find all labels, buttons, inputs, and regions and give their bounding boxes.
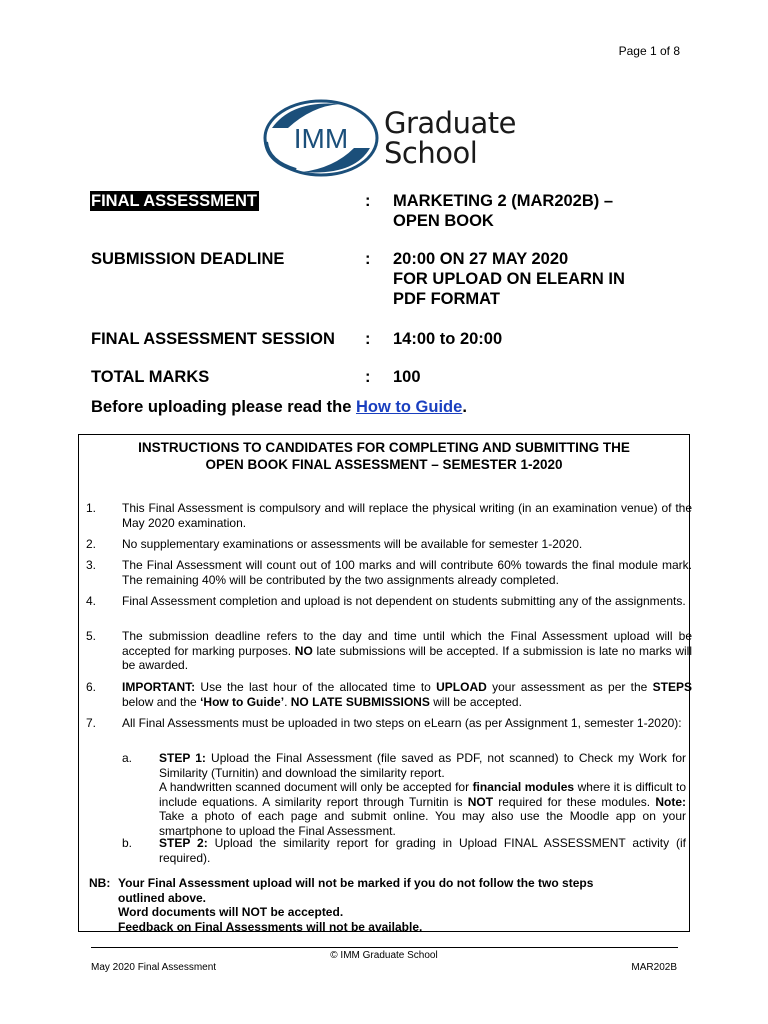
sub-text-part: Upload the Final Assessment (file saved as PDF, not scanned) to Check my Work for Similarity (Turnitin) and download the similarity report.	[159, 751, 686, 780]
nb-line: Your Final Assessment upload will not be marked if you do not follow the two steps	[118, 876, 594, 890]
field-label: SUBMISSION DEADLINE	[91, 250, 285, 268]
logo-line-school: School	[384, 136, 478, 170]
sub-text-bold: Note:	[655, 794, 687, 809]
item-number: 1.	[86, 501, 97, 515]
item-text-bold: STEPS	[652, 680, 692, 694]
field-label: FINAL ASSESSMENT	[91, 192, 257, 210]
nb-label: NB:	[89, 876, 111, 890]
item-text-part: .	[284, 694, 291, 709]
sub-text-part: Take a photo of each page and submit online. You may also use the Moodle app on your smartphone to upload the Final Assessment.	[159, 809, 686, 838]
step-label: STEP 1:	[159, 751, 206, 765]
field-value: MARKETING 2 (MAR202B) – OPEN BOOK	[393, 192, 614, 230]
sub-text-part: Upload the similarity report for grading in Upload FINAL ASSESSMENT activity (if required).	[159, 836, 686, 865]
item-text-part: Use the last hour of the allocated time to	[195, 680, 437, 694]
footer-copyright: © IMM Graduate School	[330, 950, 438, 961]
item-text-bold: IMPORTANT:	[122, 680, 196, 694]
sub-text-part: required for these modules.	[493, 794, 656, 809]
instructions-title-line1: INSTRUCTIONS TO CANDIDATES FOR COMPLETING AND SUBMITTING THE	[138, 440, 630, 455]
item-text-part: your assessment as per the	[486, 680, 653, 694]
field-value: 14:00 to 20:00	[393, 330, 503, 348]
item-text-part: late submissions will be accepted. If a submission is late no marks will be awarded.	[122, 643, 692, 672]
nb-line: outlined above.	[118, 890, 207, 905]
imm-logo	[262, 98, 522, 178]
item-text: No supplementary examinations or assessments will be available for semester 1-2020.	[122, 537, 583, 551]
instructions-box	[78, 434, 690, 932]
field-value: 20:00 ON 27 MAY 2020 FOR UPLOAD ON ELEARN IN PDF FORMAT	[393, 250, 625, 308]
item-number: 4.	[86, 594, 97, 608]
field-label: FINAL ASSESSMENT SESSION	[91, 330, 335, 348]
item-number: 3.	[86, 558, 97, 572]
footer-left: May 2020 Final Assessment	[91, 962, 217, 973]
item-text: All Final Assessments must be uploaded in two steps on eLearn (as per Assignment 1, semester 1-2020):	[122, 716, 682, 730]
nb-line: Feedback on Final Assessments will not be available.	[118, 919, 423, 934]
sub-letter: b.	[122, 836, 133, 850]
sub-text	[159, 751, 686, 838]
field-colon: :	[365, 368, 371, 386]
item-number: 6.	[86, 680, 97, 694]
sub-text-bold: financial modules	[472, 780, 575, 794]
nb-lines	[118, 876, 678, 934]
item-number: 2.	[86, 537, 97, 551]
sub-text-part: A handwritten scanned document will only be accepted for	[159, 780, 473, 794]
field-colon: :	[365, 192, 371, 210]
nb-line: Word documents will NOT be accepted.	[118, 905, 344, 919]
field-label: TOTAL MARKS	[91, 368, 210, 386]
item-number: 5.	[86, 629, 97, 643]
sub-text	[159, 836, 686, 865]
item-text	[122, 629, 692, 673]
read-guide-suffix: .	[462, 398, 467, 416]
step-label: STEP 2:	[159, 836, 208, 850]
sub-letter: a.	[122, 751, 133, 765]
logo-wordmark	[384, 108, 516, 168]
how-to-guide-link[interactable]: How to Guide	[355, 398, 463, 416]
footer-divider	[91, 947, 678, 948]
read-guide-prefix: Before uploading please read the	[91, 398, 356, 416]
item-number: 7.	[86, 716, 97, 730]
item-text-bold: NO	[294, 643, 313, 658]
page-number: Page 1 of 8	[618, 44, 680, 58]
read-guide-line	[91, 398, 467, 417]
item-text: Final Assessment completion and upload is not dependent on students submitting any of the assignments.	[122, 594, 686, 608]
item-text-part: will be accepted.	[429, 694, 522, 709]
sub-text-bold: NOT	[467, 794, 494, 809]
item-text: This Final Assessment is compulsory and will replace the physical writing (in an examination venue) of the May 2020 examination.	[122, 501, 692, 530]
item-text-part: The submission deadline refers to the day and time until which the Final Assessment upload will be accepted for marking purposes.	[122, 629, 692, 658]
item-text-part: below and the	[122, 694, 201, 709]
field-colon: :	[365, 250, 371, 268]
item-text	[122, 680, 692, 709]
sub-text-part: where it is difficult to include equations. A similarity report through Turnitin is	[159, 780, 686, 809]
item-text-bold: NO LATE SUBMISSIONS	[290, 694, 430, 709]
field-value: 100	[393, 368, 421, 386]
item-text: The Final Assessment will count out of 100 marks and will contribute 60% towards the final module mark. The remaining 40% will be contributed by the two assignments already completed.	[122, 558, 692, 587]
instructions-title	[79, 439, 689, 473]
imm-logo-emblem	[262, 98, 382, 178]
item-text-bold: UPLOAD	[436, 680, 487, 694]
item-text-bold: ‘How to Guide’	[200, 694, 285, 709]
logo-mark-text: IMM	[293, 123, 349, 154]
logo-line-graduate: Graduate	[384, 106, 516, 140]
footer-right: MAR202B	[631, 962, 677, 973]
instructions-title-line2: OPEN BOOK FINAL ASSESSMENT – SEMESTER 1-2020	[205, 457, 563, 472]
field-colon: :	[365, 330, 371, 348]
